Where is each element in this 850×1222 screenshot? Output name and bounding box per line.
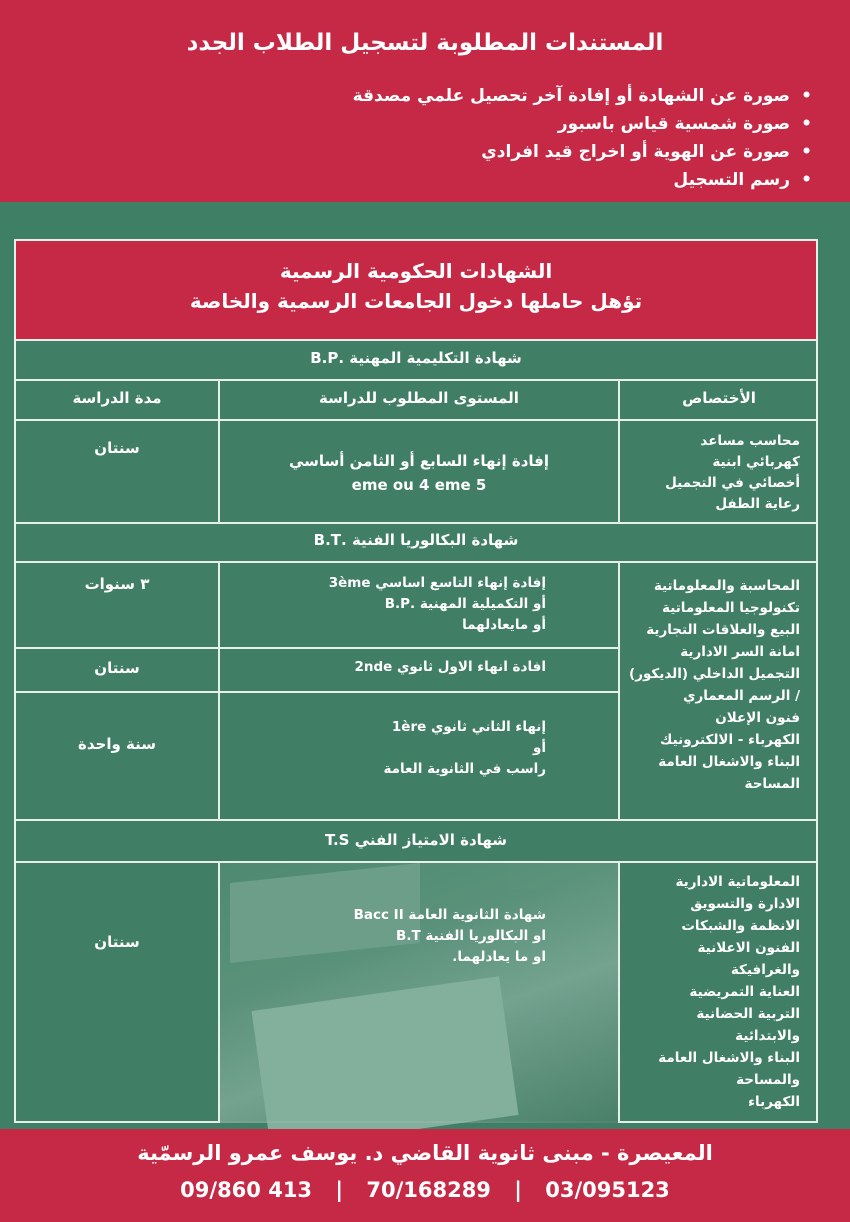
certificates-header [16, 241, 816, 339]
level-line: إنهاء الثاني ثانوي 1ère [391, 719, 546, 735]
bt-title: شهادة البكالوريا الفنية .B.T [313, 531, 519, 549]
specialty-item: أخصائي في التجميل [665, 475, 800, 491]
ts-level [296, 905, 546, 968]
level-line: 5 eme ou 4 eme [351, 476, 487, 494]
specialty-item: التجميل الداخلي (الديكور) [629, 666, 800, 682]
specialty-item: المساحة [744, 776, 800, 792]
footer-address: المعيصرة - مبنى ثانوية القاضي د. يوسف عمرو الرسمّية [137, 1141, 713, 1165]
specialty-item: والمساحة [736, 1072, 800, 1088]
bt-duration-2: سنتان [94, 659, 140, 677]
documents-title: المستندات المطلوبة لتسجيل الطلاب الجدد [186, 30, 664, 56]
bp-specialties [620, 431, 800, 515]
level-line: شهادة الثانوية العامة Bacc II [353, 907, 546, 923]
specialty-item: الكهرباء [748, 1094, 800, 1110]
divider [16, 419, 816, 421]
specialty-item: كهربائي ابنية [712, 454, 800, 470]
specialty-item: العناية التمريضية [689, 984, 800, 1000]
bt-level-1 [246, 573, 546, 636]
divider [218, 561, 220, 819]
level-line: إفادة إنهاء التاسع اساسي 3ème [328, 575, 546, 591]
level-line: افادة انهاء الاول ثانوي 2nde [354, 659, 546, 675]
level-line: راسب في الثانوية العامة [383, 761, 546, 777]
bt-specialties [620, 575, 800, 795]
ts-duration: سنتان [94, 933, 140, 951]
ts-title: شهادة الامتياز الفني T.S [325, 831, 507, 849]
specialty-item: امانة السر الادارية [680, 644, 800, 660]
specialty-item: فنون الإعلان [715, 710, 800, 726]
phone-number: 70/168289 [366, 1178, 491, 1202]
specialty-item: والغرافيكة [730, 962, 800, 978]
bp-level [220, 449, 618, 497]
specialty-item: الادارة والتسويق [690, 896, 800, 912]
divider [16, 819, 816, 821]
level-line: او البكالوريا الفنية B.T [396, 928, 546, 944]
bt-level-2 [246, 657, 546, 678]
specialty-item: المحاسبة والمعلوماتية [653, 578, 800, 594]
specialty-item: الفنون الاعلانية [697, 940, 800, 956]
divider [16, 379, 816, 381]
column-duration: مدة الدراسة [72, 389, 162, 407]
bt-duration-1: ٣ سنوات [84, 575, 150, 593]
paper-image [251, 976, 518, 1149]
specialty-item: المعلوماتية الادارية [675, 874, 800, 890]
document-item: • صورة عن الهوية أو اخراج قيد افرادي [353, 138, 812, 166]
specialty-item: البناء والاشغال العامة [658, 1050, 800, 1066]
separator: | [514, 1178, 522, 1202]
document-item: • صورة شمسية قياس باسبور [353, 110, 812, 138]
bp-title: شهادة التكليمية المهنية .B.P [310, 349, 522, 367]
level-line: أو [532, 740, 546, 756]
specialty-item: البناء والاشغال العامة [658, 754, 800, 770]
divider [16, 647, 618, 649]
divider [16, 522, 816, 524]
level-line: أو التكميلية المهنية .B.P [384, 596, 546, 612]
phone-number: 03/095123 [545, 1178, 670, 1202]
background-photo [220, 863, 618, 1123]
specialty-item: الانظمة والشبكات [681, 918, 800, 934]
specialty-item: محاسب مساعد [700, 433, 800, 449]
level-line: إفادة إنهاء السابع أو الثامن أساسي [288, 452, 550, 470]
column-specialty: الأختصاص [682, 389, 756, 407]
divider [16, 691, 618, 693]
document-item: • رسم التسجيل [353, 166, 812, 194]
specialty-item: البيع والعلاقات التجارية [646, 622, 800, 638]
separator: | [335, 1178, 344, 1202]
level-line: او ما يعادلهما. [452, 949, 546, 965]
divider [16, 339, 816, 341]
documents-list [353, 82, 812, 194]
divider [16, 861, 816, 863]
specialty-item: الكهرباء - الالكترونيك [660, 732, 800, 748]
bt-duration-3: سنة واحدة [78, 735, 156, 753]
footer-phones [0, 1178, 850, 1202]
divider [16, 561, 816, 563]
bp-duration: سنتان [94, 439, 140, 457]
specialty-item: تكنولوجيا المعلوماتية [662, 600, 800, 616]
document-item: • صورة عن الشهادة أو إفادة آخر تحصيل علمي مصدقة [353, 82, 812, 110]
column-level: المستوى المطلوب للدراسة [319, 389, 519, 407]
header-line-2: تؤهل حاملها دخول الجامعات الرسمية والخاصة [189, 289, 643, 313]
certificates-table [14, 239, 818, 1123]
header-line-1: الشهادات الحكومية الرسمية [279, 259, 553, 283]
phone-number: 09/860 413 [180, 1178, 313, 1202]
specialty-item: والابتدائية [735, 1028, 800, 1044]
specialty-item: / الرسم المعماري [683, 688, 800, 704]
specialty-item: رعاية الطفل [715, 496, 800, 512]
bt-level-3 [246, 717, 546, 780]
specialty-item: التربية الحضانية [696, 1006, 800, 1022]
ts-specialties [620, 871, 800, 1113]
divider [218, 861, 220, 1123]
level-line: أو مايعادلهما [462, 617, 546, 633]
